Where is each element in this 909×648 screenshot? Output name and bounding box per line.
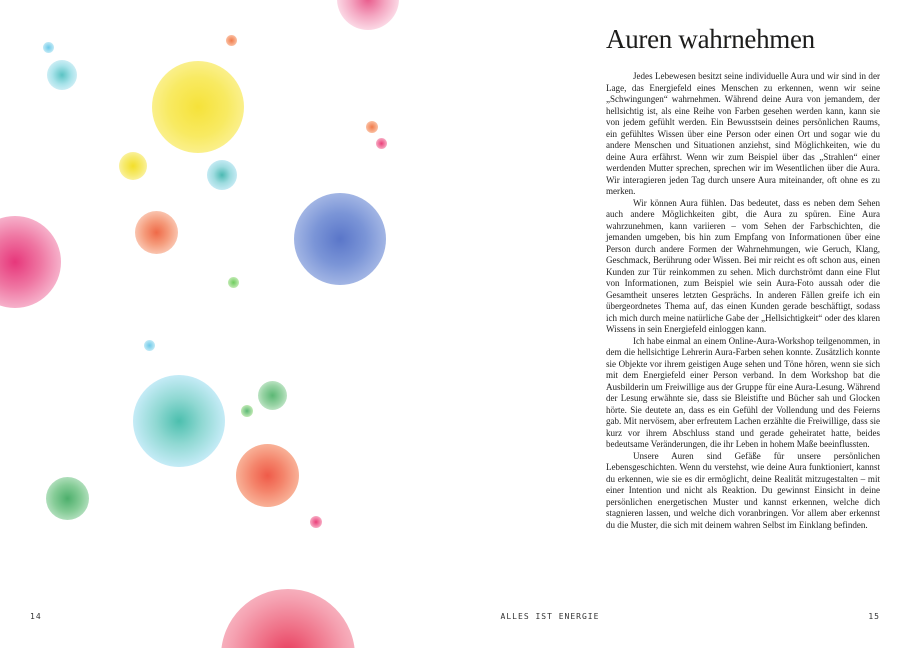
body-paragraph: Ich habe einmal an einem Online-Aura-Workshop teilgenommen, in dem die hellsichtige Lehrerin Aura-Farben sehen konnte. Zusätzlich konnte sie Objekte vor ihrem geistigen Auge sehen und Töne hören, wenn sie sich mit dem Energiefeld einer Person verband. In dem Workshop bat die Ausbilderin um Freiwillige aus der Gruppe für eine Aura-Lesung. Während der Lesung erwähnte sie, dass sie Bleistifte und Bücher sah und Glocken hörte. Sie deutete an, dass es ein Gefühl der Vollendung und des Feierns gab. Mit nervösem, aber erfreutem Lachen erzählte die Freiwillige, dass sie kurz vor ihrem Abschluss stand und gerade geheiratet hatte, beides bedeutsame Veränderungen, die ihr Leben in hohem Maße beeinflussten. [606,335,880,449]
page-number-right: 15 [868,612,880,621]
teal-aura-orb [47,60,77,90]
small-yellow-aura-orb [119,152,147,180]
small-pink-aura-orb [376,138,387,149]
body-paragraph: Wir können Aura fühlen. Das bedeutet, dass es neben dem Sehen auch andere Möglichkeiten gibt, die Aura zu spüren. Eine Aura wahrzunehmen, kann variieren – vom Sehen der Farbschichten, die jemanden umgeben, bis hin zum Empfang von Informationen über eine Person durch andere Formen der Wahrnehmungen, wie Geruch, Klang, Geschmack, Berührung oder Wissen. Bei mir reicht es oft schon aus, einen Kunden zur Tür reinkommen zu sehen. Mich durchströmt dann eine Flut von Informationen, zum Beispiel wie sein Aura-Foto aussah oder die Gesamtheit unseres letzten Gesprächs. In anderen Fällen greife ich ein übergeordnetes Thema auf, das einen Kunden gerade beschäftigt, sodass ich mich durch meine natürliche Gabe der „Hellsichtigkeit“ oder des klaren Wissens in sein Energiefeld einloggen kann. [606,197,880,334]
blue-aura-orb [294,193,386,285]
page-title: Auren wahrnehmen [606,24,815,54]
small-green-aura-orb [228,277,239,288]
teal-aura-orb [133,375,225,467]
small-orange-aura-orb [366,121,378,133]
small-orange-aura-orb [226,35,237,46]
green-aura-orb [46,477,89,520]
page-number-left: 14 [30,612,42,621]
body-paragraph: Unsere Auren sind Gefäße für unsere persönlichen Lebensgeschichten. Wenn du verstehst, wie deine Aura funktioniert, kannst du erkennen, wie sie es dir ermöglicht, deine Realität mitzugestalten – mit einer Intention und nicht als Reaktion. Du gewinnst Einsicht in deine persönlichen energetischen Muster und kannst erkennen, welche dich stagnieren lassen, und welche dich voranbringen. Vor allem aber erkennst du die Muster, die sich mit deinem wahren Selbst im Einklang befinden. [606,450,880,530]
small-blue-aura-orb [144,340,155,351]
yellow-aura-orb [152,61,244,153]
small-pink-aura-orb [310,516,322,528]
orange-aura-orb [135,211,178,254]
body-paragraph: Jedes Lebewesen besitzt seine individuelle Aura und wir sind in der Lage, das Energiefeld eines Menschen zu erkennen, wenn wir seine „Schwingungen“ wahrnehmen. Während deine Aura von jemandem, der hellsichtig ist, als eine Reihe von Farben gesehen werden kann, kann sie von jedem gefühlt werden. Ein Bewusstsein deines persönlichen Raums, ein gefühltes Wissen über eine Person oder einen Ort und sogar wie du andere Menschen und Situationen anziehst, sind Möglichkeiten, wie du deine Aura erfährst. Wenn wir zum Beispiel über das „Strahlen“ einer werdenden Mutter sprechen, sprechen wir im Wesentlichen über die Aura. Wir interagieren jeden Tag durch unsere Aura miteinander, oft ohne es zu merken. [606,71,880,196]
pink-aura-orb [337,0,399,30]
small-green-aura-orb [241,405,253,417]
orange-aura-orb [236,444,299,507]
article-body [606,71,880,531]
small-blue-aura-orb [43,42,54,53]
teal-aura-orb [207,160,237,190]
pink-aura-orb [0,216,61,308]
green-aura-orb [258,381,287,410]
running-head: ALLES IST ENERGIE [500,612,600,621]
